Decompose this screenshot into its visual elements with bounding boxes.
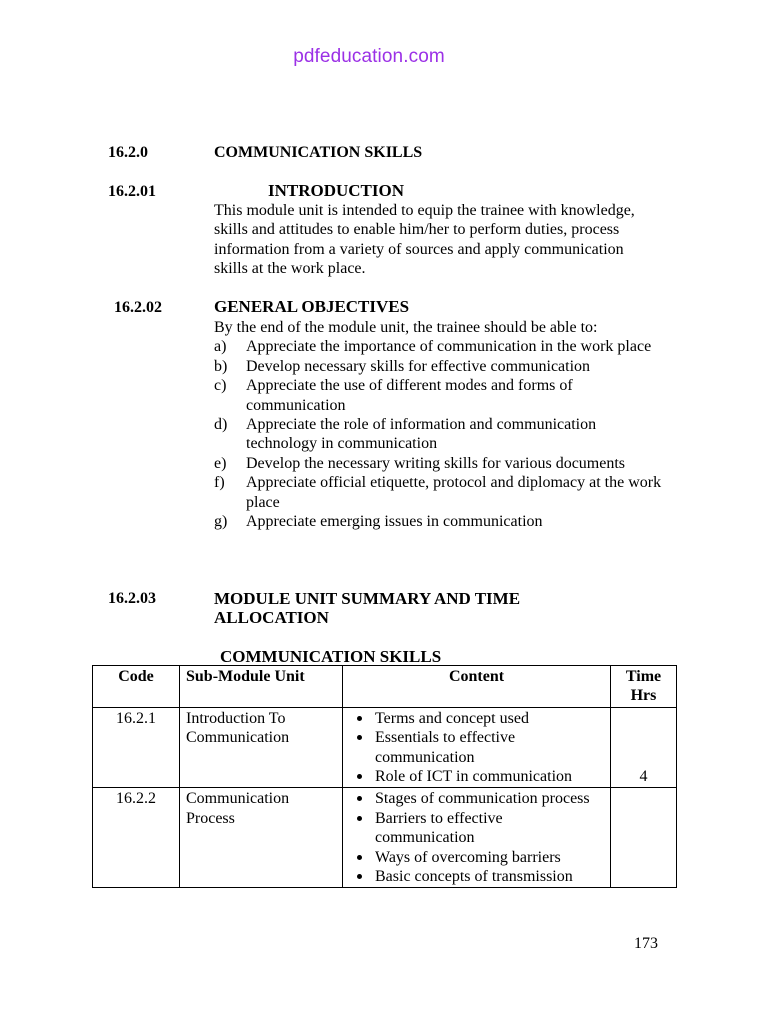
cell-code: 16.2.2 [93, 788, 180, 888]
objectives-intro: By the end of the module unit, the trainee should be able to: [214, 319, 598, 336]
table-caption: COMMUNICATION SKILLS [220, 647, 442, 666]
table-row [93, 707, 677, 788]
section-title-line1: MODULE UNIT SUMMARY AND TIME [214, 589, 521, 608]
list-item: c) Appreciate the use of different modes and forms of communication [214, 377, 573, 414]
cell-sub-module: Introduction To Communication [180, 707, 343, 788]
list-item: f) Appreciate official etiquette, protocol and diplomacy at the work place [214, 474, 662, 511]
section-number: 16.2.03 [108, 590, 156, 607]
introduction-paragraph [214, 201, 654, 279]
list-item: Basic concepts of transmission [349, 867, 604, 886]
cell-sub-module: Communication Process [180, 788, 343, 888]
section-title: COMMUNICATION SKILLS [214, 144, 423, 161]
cell-hours: 4 [611, 707, 677, 788]
header-code: Code [93, 666, 180, 708]
list-item: Stages of communication process [349, 789, 604, 808]
site-watermark: pdfeducation.com [293, 46, 445, 67]
section-number: 16.2.0 [108, 144, 148, 161]
page-number: 173 [634, 935, 658, 952]
section-number: 16.2.01 [108, 183, 156, 200]
table-row [93, 788, 677, 888]
header-content: Content [343, 666, 611, 708]
objectives-block [214, 318, 664, 531]
section-title-line2: ALLOCATION [214, 608, 329, 627]
cell-code: 16.2.1 [93, 707, 180, 788]
cell-content [343, 707, 611, 788]
list-item: b) Develop necessary skills for effective communication [214, 357, 591, 375]
header-sub-module: Sub-Module Unit [180, 666, 343, 708]
list-item: g) Appreciate emerging issues in communication [214, 513, 543, 531]
table-header-row [93, 666, 677, 708]
list-item: Role of ICT in communication [349, 767, 604, 786]
summary-table [92, 665, 677, 888]
list-item: d) Appreciate the role of information and communication technology in communication [214, 416, 597, 453]
cell-hours [611, 788, 677, 888]
section-title: GENERAL OBJECTIVES [214, 297, 410, 316]
section-number: 16.2.02 [114, 299, 162, 316]
objectives-list [214, 337, 664, 531]
cell-content [343, 788, 611, 888]
introduction-text: This module unit is intended to equip the trainee with knowledge, skills and attitudes to enable him/her to perform duties, process information from a variety of sources and apply communication skills at the work place. [214, 202, 635, 278]
list-item: Barriers to effective communication [349, 809, 604, 848]
list-item: Ways of overcoming barriers [349, 848, 604, 867]
section-title: INTRODUCTION [268, 181, 405, 200]
header-time: Time Hrs [611, 666, 677, 708]
list-item: Essentials to effective communication [349, 728, 604, 767]
list-item: a) Appreciate the importance of communication in the work place [214, 338, 652, 356]
list-item: Terms and concept used [349, 709, 604, 728]
list-item: e) Develop the necessary writing skills for various documents [214, 454, 626, 472]
